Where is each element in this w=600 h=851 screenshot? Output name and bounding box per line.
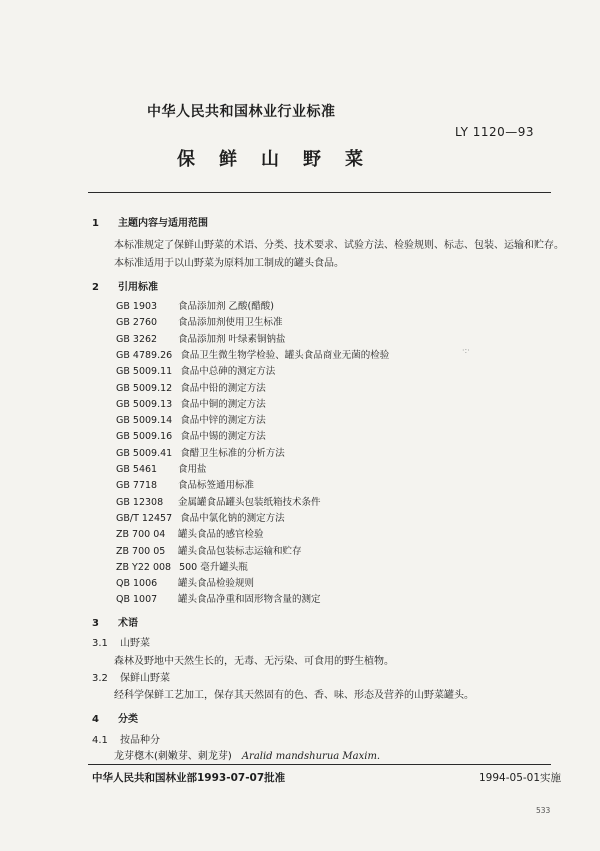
- reference-item: [116, 396, 266, 412]
- section-title: 引用标准: [118, 282, 158, 293]
- subsection-3-2-heading: [92, 669, 170, 684]
- page-number: 533: [536, 806, 551, 815]
- section-number: 1: [92, 218, 99, 229]
- subsection-3-2-text: 经科学保鲜工艺加工，保存其天然固有的色、香、味、形态及营养的山野菜罐头。: [114, 690, 474, 701]
- reference-name: 食用盐: [178, 464, 207, 475]
- section-1-paragraph: 本标准规定了保鲜山野菜的术语、分类、技术要求、试验方法、检验规则、标志、包装、运输和贮存。: [114, 240, 564, 251]
- reference-item: [116, 445, 285, 461]
- reference-code: ZB 700 04: [116, 529, 166, 541]
- reference-item: [116, 428, 266, 444]
- reference-name: 食品中锌的测定方法: [180, 415, 266, 427]
- reference-name: 食品中锡的测定方法: [180, 431, 266, 443]
- standard-code: LY 1120—93: [455, 125, 535, 139]
- section-3-heading: [92, 614, 138, 629]
- reference-code: GB 5009.13: [116, 398, 173, 410]
- reference-item: [116, 363, 275, 379]
- reference-code: GB 5461: [116, 464, 158, 475]
- section-title: 主题内容与适用范围: [118, 218, 208, 229]
- reference-item: [116, 477, 254, 493]
- reference-name: 食醋卫生标准的分析方法: [180, 447, 285, 459]
- approval-line: 中华人民共和国林业部1993-07-07批准: [92, 772, 286, 784]
- subsection-4-1-heading: [92, 731, 160, 746]
- reference-code: GB 5009.11: [116, 366, 173, 378]
- reference-name: 罐头食品包装标志运输和贮存: [178, 545, 302, 557]
- reference-item: [116, 591, 321, 607]
- subsection-title: 山野菜: [120, 638, 150, 649]
- header-divider: [88, 192, 551, 193]
- section-title: 分类: [118, 714, 138, 725]
- reference-code: QB 1006: [116, 578, 158, 590]
- reference-name: 500 毫升罐头瓶: [179, 561, 248, 573]
- section-1-paragraph: 本标准适用于以山野菜为原料加工制成的罐头食品。: [114, 258, 344, 269]
- reference-item: [116, 559, 248, 575]
- section-2-heading: [92, 278, 158, 293]
- reference-code: ZB 700 05: [116, 545, 166, 557]
- reference-name: 食品卫生微生物学检验、罐头食品商业无菌的检验: [180, 349, 390, 361]
- reference-code: GB 1903: [116, 301, 158, 312]
- reference-code: GB 5009.12: [116, 382, 173, 394]
- footer-divider: [88, 764, 551, 765]
- subsection-3-1-heading: [92, 634, 150, 649]
- reference-code: ZB Y22 008: [116, 561, 172, 573]
- reference-code: GB 3262: [116, 333, 158, 345]
- implementation-date: 1994-05-01实施: [479, 772, 562, 784]
- reference-code: GB 5009.14: [116, 415, 173, 427]
- reference-item: [116, 526, 264, 542]
- subsection-number: 3.2: [92, 673, 108, 684]
- reference-item: [116, 380, 266, 396]
- subsection-4-1-text: [114, 747, 380, 762]
- subsection-number: 3.1: [92, 638, 108, 649]
- reference-item: [116, 298, 274, 314]
- reference-code: GB 2760: [116, 317, 158, 329]
- standard-org-heading: 中华人民共和国林业行业标准: [147, 104, 336, 120]
- reference-name: 食品添加剂 乙酸(醋酸): [178, 301, 274, 312]
- section-1-heading: [92, 214, 208, 229]
- reference-item: [116, 510, 285, 526]
- reference-name: 食品添加剂 叶绿素铜钠盐: [178, 333, 286, 345]
- reference-item: [116, 543, 302, 559]
- reference-item: [116, 314, 283, 330]
- reference-name: 罐头食品的感官检验: [178, 529, 264, 541]
- species-name: 龙芽楤木(刺嫩芽、刺龙芽): [114, 751, 232, 762]
- reference-name: 罐头食品检验规则: [178, 578, 255, 590]
- section-4-heading: [92, 710, 138, 725]
- reference-code: QB 1007: [116, 594, 158, 606]
- scan-speck: ·:·: [462, 346, 470, 355]
- reference-item: [116, 347, 389, 363]
- reference-item: [116, 331, 286, 347]
- subsection-title: 按品种分: [120, 735, 160, 746]
- subsection-title: 保鲜山野菜: [120, 673, 170, 684]
- reference-item: [116, 575, 254, 591]
- reference-item: [116, 461, 207, 477]
- species-latin-name: Aralid mandshurua Maxim.: [241, 751, 381, 762]
- reference-code: GB 5009.41: [116, 447, 173, 459]
- page-title: 保鲜山野菜: [177, 149, 387, 170]
- reference-name: 食品中铜的测定方法: [180, 398, 266, 410]
- reference-item: [116, 412, 266, 428]
- reference-name: 食品添加剂使用卫生标准: [178, 317, 283, 329]
- reference-code: GB 12308: [116, 496, 164, 508]
- reference-name: 罐头食品净重和固形物含量的测定: [178, 594, 321, 606]
- subsection-number: 4.1: [92, 735, 108, 746]
- reference-name: 食品中总砷的测定方法: [180, 366, 276, 378]
- reference-code: GB 4789.26: [116, 349, 173, 361]
- reference-code: GB 5009.16: [116, 431, 173, 443]
- reference-name: 食品中铅的测定方法: [180, 382, 266, 394]
- reference-code: GB/T 12457: [116, 512, 173, 524]
- reference-code: GB 7718: [116, 480, 158, 492]
- section-number: 2: [92, 282, 99, 293]
- subsection-3-1-text: 森林及野地中天然生长的，无毒、无污染、可食用的野生植物。: [114, 656, 394, 667]
- section-number: 3: [92, 618, 99, 629]
- reference-item: [116, 494, 321, 510]
- reference-name: 金属罐食品罐头包装纸箱技术条件: [178, 496, 321, 508]
- section-title: 术语: [118, 618, 138, 629]
- section-number: 4: [92, 714, 99, 725]
- reference-name: 食品中氯化钠的测定方法: [180, 512, 285, 524]
- reference-name: 食品标签通用标准: [178, 480, 255, 492]
